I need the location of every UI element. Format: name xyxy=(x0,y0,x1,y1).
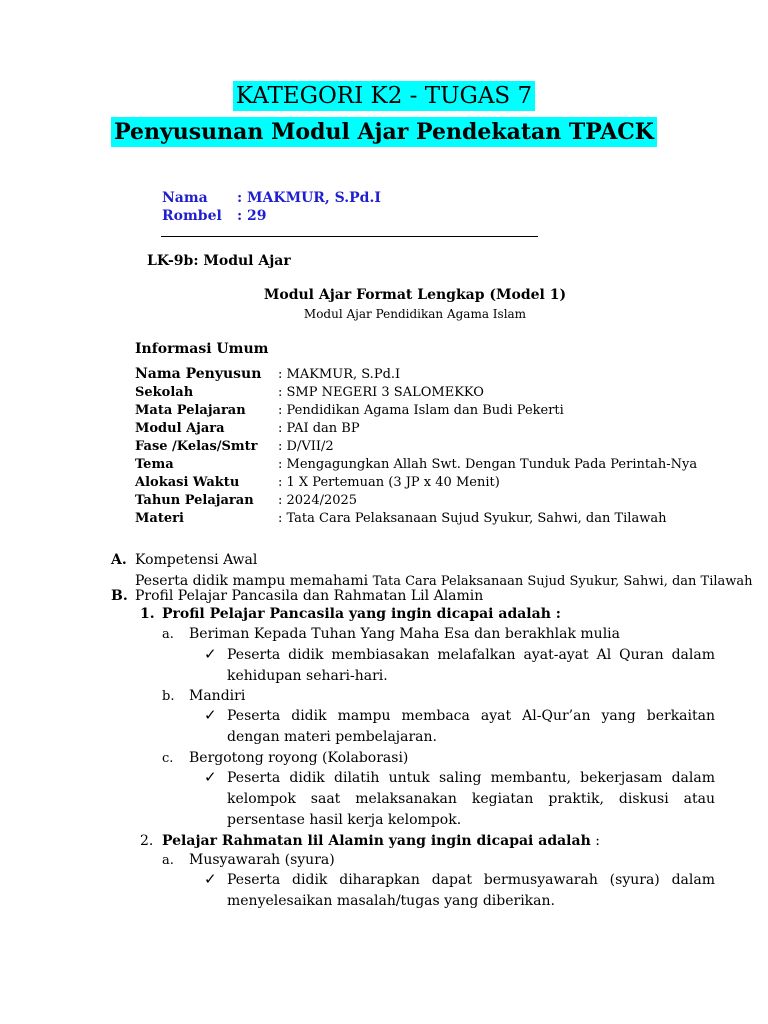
module-title: Modul Ajar Format Lengkap (Model 1) xyxy=(263,287,567,303)
info-value-tema: : Mengagungkan Allah Swt. Dengan Tunduk Pada Perintah-Nya xyxy=(278,457,698,472)
item-c-check-text: Peserta didik dilatih untuk saling membantu, bekerjasam dalam kelompok saat melaksanakan kegiatan praktik, diskusi atau persentase hasil kerja kelompok. xyxy=(227,770,715,828)
point-2-title: Pelajar Rahmatan lil Alamin yang ingin dicapai adalah : xyxy=(162,833,600,849)
lk-label: LK-9b: Modul Ajar xyxy=(147,253,291,269)
section-a-title: Kompetensi Awal xyxy=(135,552,258,568)
info-label-modul-ajara: Modul Ajara xyxy=(135,421,225,436)
item-a2-label: Musyawarah (syura) xyxy=(189,852,335,868)
section-b-title: Profil Pelajar Pancasila dan Rahmatan Lil Alamin xyxy=(135,588,484,604)
item-a-label: Beriman Kepada Tuhan Yang Maha Esa dan berakhlak mulia xyxy=(189,626,620,642)
info-label-sekolah: Sekolah xyxy=(135,385,194,400)
item-c-label: Bergotong royong (Kolaborasi) xyxy=(189,750,409,766)
point-2-marker: 2. xyxy=(140,833,154,849)
check-icon: ✓ xyxy=(204,870,217,888)
info-label-nama-penyusun: Nama Penyusun xyxy=(135,366,262,382)
item-b-label: Mandiri xyxy=(189,688,246,704)
section-b-marker: B. xyxy=(111,588,128,604)
info-value-nama-penyusun: : MAKMUR, S.Pd.I xyxy=(278,367,401,382)
item-c-marker: c. xyxy=(162,751,174,766)
info-value-alokasi-waktu: : 1 X Pertemuan (3 JP x 40 Menit) xyxy=(278,475,500,490)
item-b-marker: b. xyxy=(162,689,175,704)
info-label-fase: Fase /Kelas/Smtr xyxy=(135,439,258,454)
info-value-mata-pelajaran: : Pendidikan Agama Islam dan Budi Pekerti xyxy=(278,403,564,418)
section-a-marker: A. xyxy=(111,552,127,568)
info-value-tahun-pelajaran: : 2024/2025 xyxy=(278,493,358,508)
item-a-check-text: Peserta didik membiasakan melafalkan ayat-ayat Al Quran dalam kehidupan sehari-hari. xyxy=(227,647,715,684)
item-a2-check-text: Peserta didik diharapkan dapat bermusyawarah (syura) dalam menyelesaikan masalah/tugas yang diberikan. xyxy=(227,872,715,909)
item-a-marker: a. xyxy=(162,627,174,642)
info-value-sekolah: : SMP NEGERI 3 SALOMEKKO xyxy=(278,385,484,400)
info-label-materi: Materi xyxy=(135,511,184,526)
info-value-fase: : D/VII/2 xyxy=(278,439,334,454)
nama-value: : MAKMUR, S.Pd.I xyxy=(237,190,381,206)
info-value-materi: : Tata Cara Pelaksanaan Sujud Syukur, Sahwi, dan Tilawah xyxy=(278,511,667,526)
info-label-tema: Tema xyxy=(135,457,174,472)
info-heading: Informasi Umum xyxy=(135,341,269,357)
document-subtitle: Penyusunan Modul Ajar Pendekatan TPACK xyxy=(0,119,768,145)
separator-line xyxy=(161,236,538,237)
item-b-check-text: Peserta didik mampu membaca ayat Al-Qur’an yang berkaitan dengan materi pembelajaran. xyxy=(227,708,715,745)
check-icon: ✓ xyxy=(204,768,217,786)
nama-label: Nama xyxy=(162,190,208,206)
document-title: KATEGORI K2 - TUGAS 7 xyxy=(0,83,768,109)
info-label-alokasi-waktu: Alokasi Waktu xyxy=(135,475,240,490)
info-value-modul-ajara: : PAI dan BP xyxy=(278,421,360,436)
info-label-tahun-pelajaran: Tahun Pelajaran xyxy=(135,493,254,508)
check-icon: ✓ xyxy=(204,645,217,663)
check-icon: ✓ xyxy=(204,706,217,724)
module-subtitle: Modul Ajar Pendidikan Agama Islam xyxy=(303,307,527,321)
info-label-mata-pelajaran: Mata Pelajaran xyxy=(135,403,246,418)
point-1-title: Profil Pelajar Pancasila yang ingin dicapai adalah : xyxy=(162,606,561,622)
item-a2-marker: a. xyxy=(162,853,174,868)
point-1-marker: 1. xyxy=(140,606,155,622)
rombel-value: : 29 xyxy=(237,208,267,224)
section-a-text: Peserta didik mampu memahami Tata Cara Pelaksanaan Sujud Syukur, Sahwi, dan Tilawah xyxy=(135,573,753,589)
rombel-label: Rombel xyxy=(162,208,222,224)
